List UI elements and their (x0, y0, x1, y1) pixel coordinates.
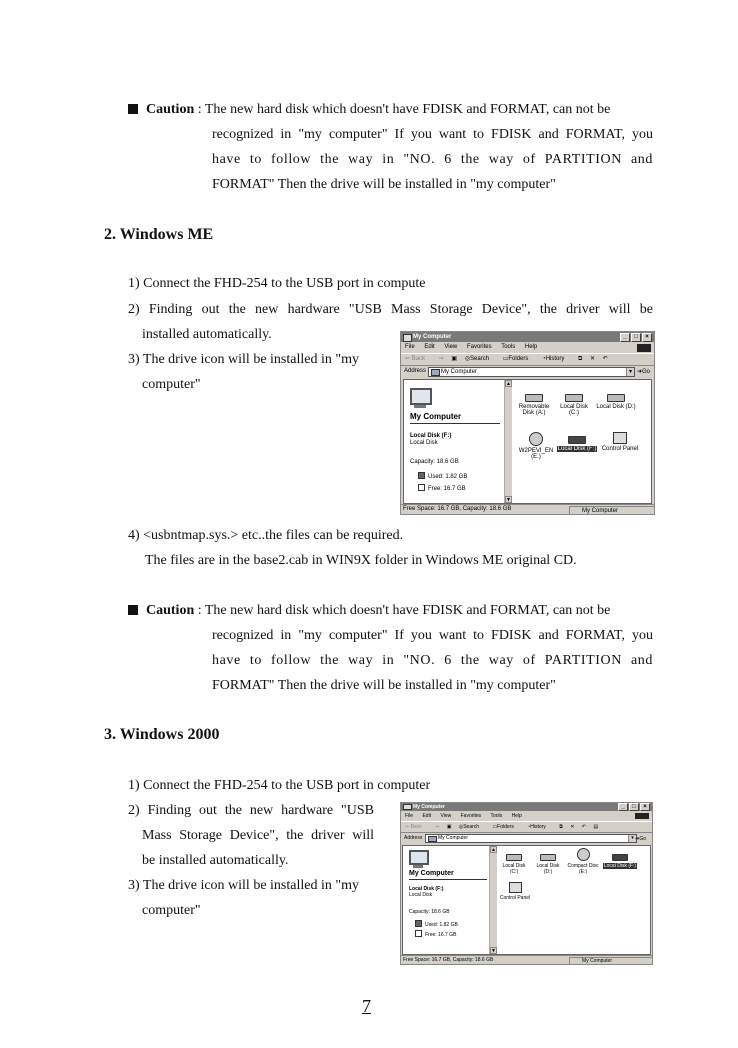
step-4-cont: The files are in the base2.cab in WIN9X folder in Windows ME original CD. (145, 553, 577, 568)
back-button[interactable]: ⇐ Back (405, 356, 426, 362)
capacity-text: Capacity: 18.6 GB (410, 459, 459, 465)
drive-f-icon[interactable]: Local Disk (F:) (602, 854, 638, 869)
maximize-icon[interactable]: □ (631, 333, 641, 342)
history-button[interactable]: ◔History (527, 824, 546, 830)
free-legend: Free: 16.7 GB (415, 930, 456, 938)
pane-title: My Computer (410, 412, 462, 421)
menu-help[interactable]: Help (511, 813, 522, 819)
step-3-cont: computer" (142, 903, 201, 918)
caution-line-1: Caution : The new hard disk which doesn't have FDISK and FORMAT, can not be (128, 603, 610, 619)
menu-view[interactable]: View (440, 813, 452, 819)
caution-line-2: recognized in "my computer" If you want to FDISK and FORMAT, you (212, 127, 653, 142)
go-button[interactable]: ➜Go (635, 836, 646, 842)
toolbar (401, 821, 652, 833)
caution-label: Caution (146, 102, 195, 117)
menu-tools[interactable]: Tools (501, 344, 516, 350)
menu-file[interactable]: File (405, 344, 415, 350)
go-button[interactable]: ➜Go (636, 369, 650, 375)
address-input[interactable]: My Computer ▾ (425, 834, 637, 843)
search-button[interactable]: ◎Search (458, 824, 480, 830)
menu-bar (401, 812, 652, 820)
delete-icon[interactable]: ✕ (570, 824, 575, 830)
cd-drive-icon[interactable]: Compact Disc (E:) (566, 848, 600, 875)
close-icon[interactable]: × (640, 803, 650, 811)
menu-view[interactable]: View (444, 344, 458, 350)
drive-d-icon[interactable]: Local Disk (D:) (596, 394, 636, 410)
step-2-cont: Mass Storage Device", the driver will (142, 828, 374, 843)
close-icon[interactable]: × (642, 333, 652, 342)
windows-logo-icon (637, 344, 651, 352)
used-swatch (415, 920, 422, 927)
used-legend: Used: 1.82 GB (418, 472, 467, 480)
move-to-icon[interactable]: ⧉ (559, 824, 563, 830)
delete-icon[interactable]: ✕ (590, 356, 596, 362)
info-pane (403, 846, 489, 954)
step-4: 4) <usbntmap.sys.> etc..the files can be required. (128, 528, 404, 543)
used-swatch (418, 472, 425, 479)
drive-title: Local Disk (F:) (410, 433, 452, 439)
title-bar: My Computer _ □ × (401, 332, 654, 342)
divider (409, 879, 487, 880)
minimize-icon[interactable]: _ (620, 333, 630, 342)
step-2: 2) Finding out the new hardware "USB (128, 803, 374, 818)
scroll-up-icon[interactable]: ▲ (506, 381, 511, 387)
status-zone: My Computer (569, 957, 653, 965)
scrollbar[interactable] (504, 380, 512, 503)
control-panel-icon[interactable]: Control Panel (499, 882, 531, 901)
explorer-content (402, 845, 651, 955)
bullet-square-icon (128, 104, 138, 114)
folders-button[interactable]: ▭Folders (502, 356, 529, 362)
screenshot-my-computer-2000 (400, 802, 653, 965)
menu-favorites[interactable]: Favorites (460, 813, 482, 819)
status-text: Free Space: 16.7 GB, Capacity: 18.6 GB (403, 506, 512, 512)
address-bar: Address My Computer ▾ ➜Go (401, 366, 654, 377)
step-3-cont: computer" (142, 377, 201, 392)
move-to-icon[interactable]: ⧉ (578, 356, 583, 362)
computer-icon (403, 334, 412, 342)
drive-c-icon[interactable]: Local Disk (C:) (556, 394, 592, 416)
drive-f-icon[interactable]: Local Disk (F:) (556, 436, 598, 452)
history-button[interactable]: ◔History (542, 356, 565, 362)
drive-type: Local Disk (409, 892, 433, 898)
windows-logo-icon (635, 813, 649, 819)
scrollbar[interactable] (489, 846, 497, 954)
up-folder-icon[interactable]: ▣ (446, 824, 452, 830)
address-input[interactable]: My Computer ▾ (428, 367, 635, 377)
up-folder-icon[interactable]: ▣ (451, 356, 458, 362)
control-panel-icon[interactable]: Control Panel (600, 432, 640, 452)
menu-bar (401, 343, 654, 352)
views-icon[interactable]: ▤ (593, 824, 599, 830)
explorer-content (403, 379, 652, 504)
caution-line-2: recognized in "my computer" If you want to FDISK and FORMAT, you (212, 628, 653, 643)
forward-icon[interactable]: ⇒ (438, 356, 444, 362)
menu-edit[interactable]: Edit (424, 344, 435, 350)
scroll-down-icon[interactable]: ▼ (506, 497, 511, 503)
status-bar (401, 504, 654, 514)
step-2: 2) Finding out the new hardware "USB Mass Storage Device", the driver will be (128, 302, 653, 317)
status-bar (401, 955, 652, 964)
caution-line-4: FORMAT" Then the drive will be installed in "my computer" (212, 678, 556, 693)
step-2-cont2: be installed automatically. (142, 853, 289, 868)
back-button[interactable]: ⇐ Back (405, 824, 422, 830)
free-swatch (418, 484, 425, 491)
drive-type: Local Disk (410, 440, 438, 446)
step-2-cont: installed automatically. (142, 327, 272, 342)
caution-line-4: FORMAT" Then the drive will be installed in "my computer" (212, 177, 556, 192)
caution-line-3: have to follow the way in "NO. 6 the way of PARTITION and (212, 152, 653, 167)
drive-c-icon[interactable]: Local Disk (C:) (499, 854, 529, 875)
section-heading: 2. Windows ME (104, 226, 214, 243)
menu-edit[interactable]: Edit (422, 813, 432, 819)
bullet-square-icon (128, 605, 138, 615)
step-1: 1) Connect the FHD-254 to the USB port in compute (128, 276, 426, 291)
forward-icon[interactable]: ⇒ (435, 824, 440, 830)
step-1: 1) Connect the FHD-254 to the USB port in computer (128, 778, 431, 793)
drive-a-icon[interactable]: Removable Disk (A:) (516, 394, 552, 416)
drive-title: Local Disk (F:) (409, 886, 444, 892)
computer-icon (428, 836, 437, 842)
pane-title: My Computer (409, 870, 454, 877)
toolbar (401, 353, 654, 366)
minimize-icon[interactable]: _ (618, 803, 628, 811)
step-3: 3) The drive icon will be installed in "my (128, 878, 359, 893)
status-zone: My Computer (569, 506, 655, 515)
drive-d-icon[interactable]: Local Disk (D:) (533, 854, 563, 875)
step-3: 3) The drive icon will be installed in "my (128, 352, 359, 367)
folders-button[interactable]: ▭Folders (492, 824, 514, 830)
address-bar: Address My Computer ▾ ➜Go (404, 835, 646, 842)
menu-tools[interactable]: Tools (490, 813, 503, 819)
page-number: 7 (362, 996, 371, 1016)
status-text: Free Space: 16.7 GB, Capacity: 18.6 GB (403, 957, 494, 963)
caution-line-3: have to follow the way in "NO. 6 the way of PARTITION and (212, 653, 653, 668)
scroll-up-icon[interactable]: ▲ (491, 847, 496, 853)
scroll-down-icon[interactable]: ▼ (491, 948, 496, 954)
maximize-icon[interactable]: □ (629, 803, 639, 811)
undo-icon[interactable]: ↶ (581, 824, 586, 830)
computer-icon (403, 804, 412, 810)
free-legend: Free: 16.7 GB (418, 484, 466, 492)
caution-line-1: Caution : The new hard disk which doesn't have FDISK and FORMAT, can not be (128, 102, 610, 118)
screenshot-my-computer-me (400, 331, 655, 515)
menu-file[interactable]: File (405, 813, 414, 819)
caution-label: Caution (146, 603, 195, 618)
chevron-down-icon[interactable]: ▾ (628, 835, 636, 842)
divider (410, 423, 500, 424)
capacity-text: Capacity: 18.6 GB (409, 909, 450, 915)
free-swatch (415, 930, 422, 937)
menu-favorites[interactable]: Favorites (466, 344, 492, 350)
info-pane (404, 380, 504, 503)
title-bar: My Computer _ □ × (401, 803, 652, 811)
undo-icon[interactable]: ↶ (602, 356, 608, 362)
menu-help[interactable]: Help (524, 344, 538, 350)
search-button[interactable]: ◎Search (464, 356, 490, 362)
cd-drive-icon[interactable]: W2PEVI_EN (E:) (516, 432, 556, 460)
section-heading: 3. Windows 2000 (104, 726, 220, 743)
computer-icon (431, 369, 440, 376)
used-legend: Used: 1.82 GB (415, 920, 458, 928)
chevron-down-icon[interactable]: ▾ (626, 368, 634, 376)
